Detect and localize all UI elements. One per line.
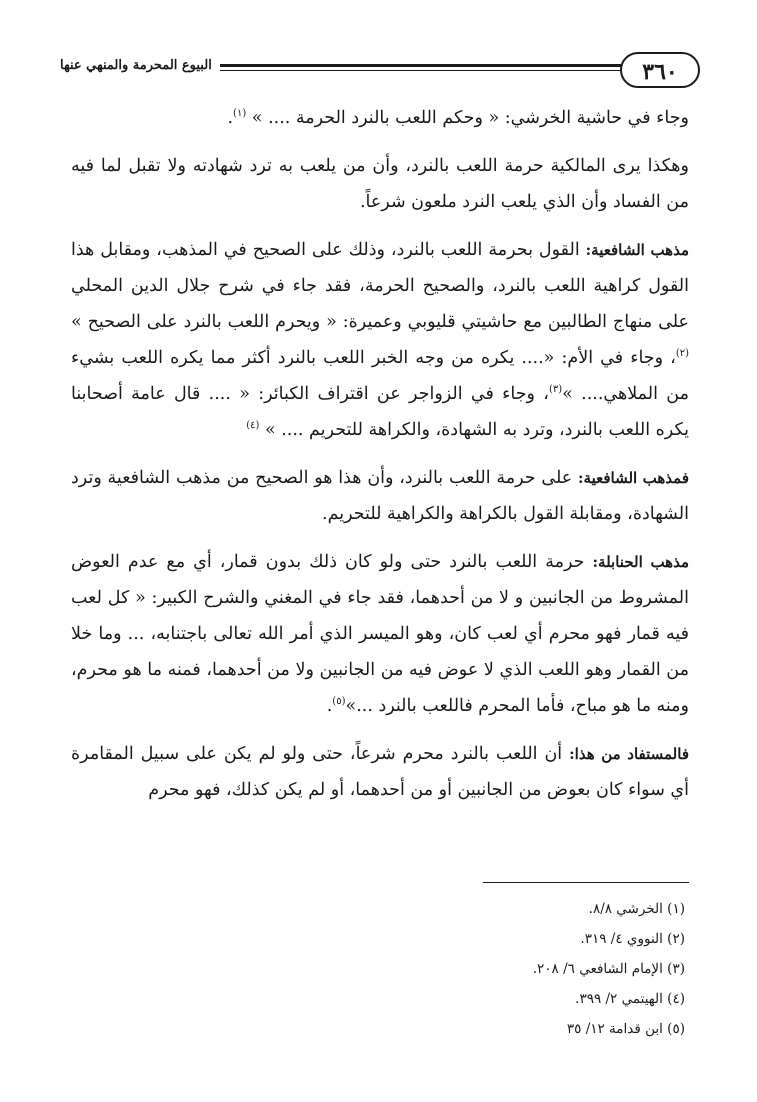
footnote: (٥) ابن قدامة ١٢/ ٣٥ [566, 1021, 685, 1037]
section-term: فالمستفاد من هذا: [569, 745, 689, 763]
paragraph-text: أن اللعب بالنرد محرم شرعاً، حتى ولو لم يكن على سبيل المقامرة أي سواء كان بعوض من الجانبين أو من أحدهما، أو لم يكن كذلك، فهو محرم [71, 744, 689, 800]
footnotes [285, 894, 685, 1044]
footnote: (٢) النووي ٤/ ٣١٩. [580, 931, 685, 947]
section-term: مذهب الحنابلة: [592, 553, 689, 571]
footnote: (٤) الهيتمي ٢/ ٣٩٩. [575, 991, 685, 1007]
paragraph-text: . [326, 696, 333, 716]
paragraph-text: حرمة اللعب بالنرد حتى ولو كان ذلك بدون قمار، أي مع عدم العوض المشروط من الجانبين و لا من أحدهما، فقد جاء في المغني والشرح الكبير: « كل لعب فيه قمار فهو محرم أي لعب كان، وهو الميسر الذي أمر الله تعالى باجتنابه، ... وما خلا من القمار وهو اللعب الذي لا عوض فيه من الجانبين ولا من أحدهما، فمنه ما هو محرم، ومنه ما هو مباح، فأما المحرم فاللعب بالنرد ...» [71, 552, 689, 716]
footnote-ref: (٥) [332, 696, 346, 708]
section-term: مذهب الشافعية: [585, 241, 689, 259]
header-rule [220, 64, 624, 76]
footnote-ref: (١) [233, 108, 247, 120]
paragraph-text: على حرمة اللعب بالنرد، وأن هذا هو الصحيح من مذهب الشافعية وترد الشهادة، ومقابلة القول بالكراهة والكراهية للتحريم. [71, 468, 689, 524]
footnote: (١) الخرشي ٨/٨. [588, 901, 685, 917]
footnote: (٣) الإمام الشافعي ٦/ ٢٠٨. [532, 961, 685, 977]
footnote-ref: (٤) [246, 420, 260, 432]
paragraph-text: ، وجاء في الأم: «.... يكره من وجه الخبر اللعب بالنرد أكثر مما يكره اللعب بشيء من الملاهي.... » [71, 348, 689, 404]
paragraph [71, 232, 689, 448]
paragraph-text: القول بحرمة اللعب بالنرد، وذلك على الصحيح في المذهب، ومقابل هذا القول كراهية اللعب بالنرد، والصحيح الحرمة، فقد جاء في شرح جلال الدين المحلي على منهاج الطالبين مع حاشيتي قليوبي وعميرة: « ويحرم اللعب بالنرد على الصحيح » [71, 240, 689, 332]
page-number: ٣٦٠ [620, 52, 700, 88]
page-header [60, 52, 700, 92]
paragraph [71, 544, 689, 724]
main-text [71, 100, 689, 820]
footnote-ref: (٢) [675, 348, 689, 360]
paragraph: وجاء في حاشية الخرشي: « وحكم اللعب بالنرد الحرمة .... » $^{(١)}$. [227, 108, 689, 128]
paragraph [71, 460, 689, 532]
section-term: فمذهب الشافعية: [577, 469, 689, 487]
paragraph: وهكذا يرى المالكية حرمة اللعب بالنرد، وأن من يلعب به ترد شهادته ولا تقبل لما فيه من الفساد وأن الذي يلعب النرد ملعون شرعاً. [71, 156, 689, 212]
paragraph-text: وجاء في حاشية الخرشي: « وحكم اللعب بالنرد الحرمة .... » [246, 108, 689, 128]
paragraph [71, 736, 689, 808]
running-title: البيوع المحرمة والمنهي عنها [60, 58, 212, 73]
footnote-divider [483, 882, 689, 883]
paragraph-text: ، وجاء في الزواجر عن اقتراف الكبائر: « .... قال عامة أصحابنا يكره اللعب بالنرد، وترد به الشهادة، والكراهة للتحريم .... » [71, 384, 689, 440]
footnote-ref: (٣) [548, 384, 563, 396]
